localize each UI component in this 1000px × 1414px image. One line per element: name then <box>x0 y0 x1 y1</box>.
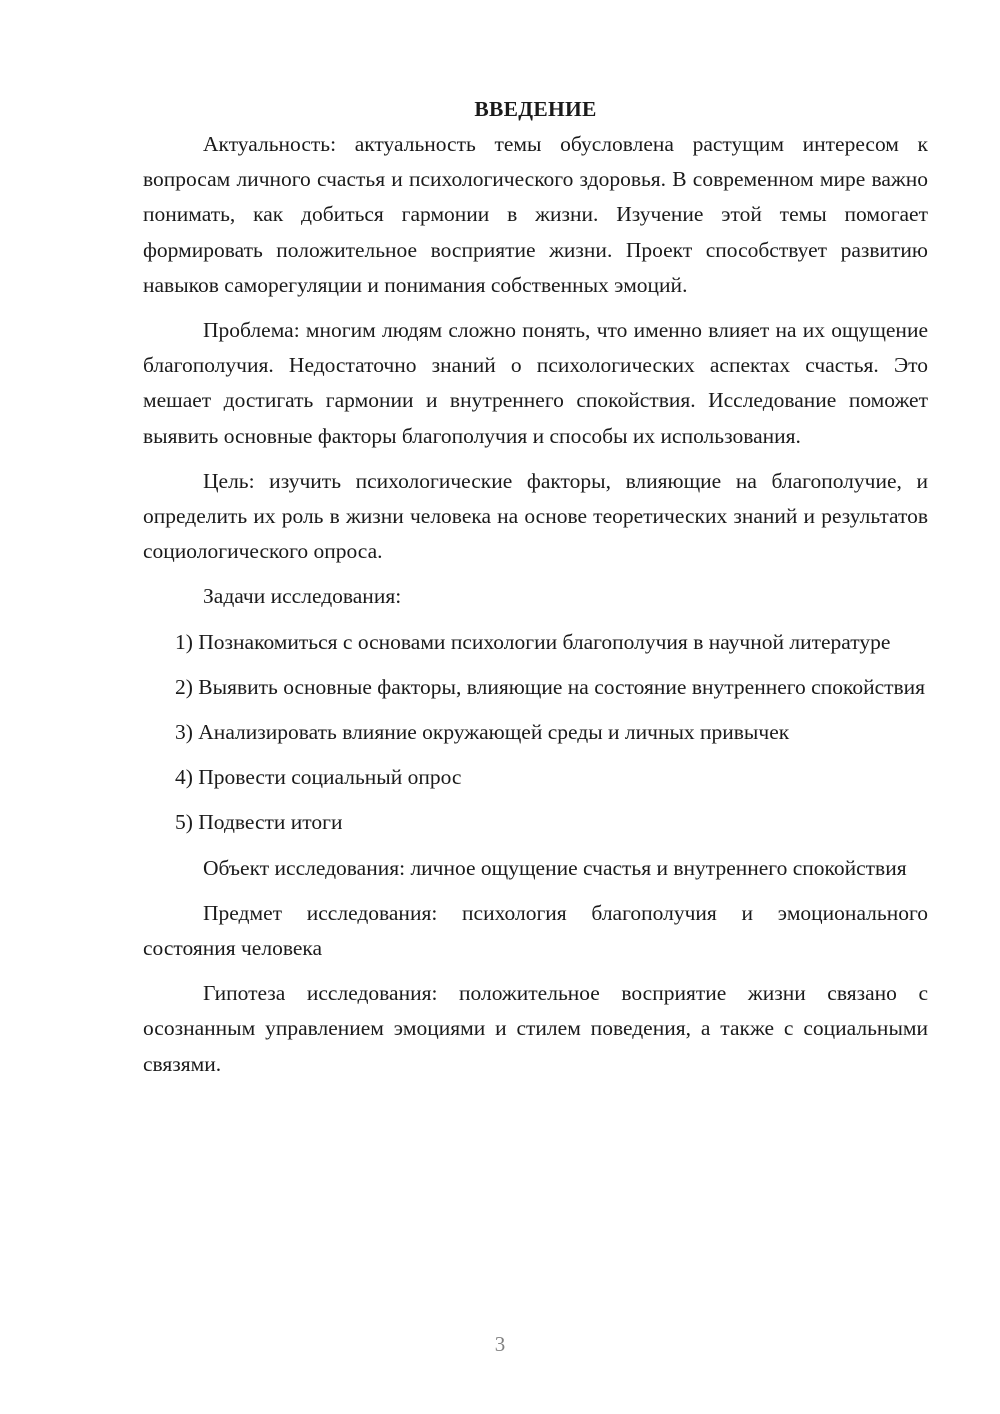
task-item: 5) Подвести итоги <box>175 810 343 835</box>
object-paragraph: Объект исследования: личное ощущение счастья и внутреннего спокойствия <box>203 855 907 880</box>
tasks-heading: Задачи исследования: <box>203 584 402 609</box>
task-item: 3) Анализировать влияние окружающей среды и личных привычек <box>175 720 790 745</box>
section-title: ВВЕДЕНИЕ <box>474 97 597 121</box>
tasks-list <box>143 625 928 841</box>
document-page <box>143 92 928 1092</box>
goal-paragraph: Цель: изучить психологические факторы, влияющие на благополучие, и определить их роль в жизни человека на основе теоретических знаний и результатов социологического опроса. <box>143 468 928 564</box>
problem-paragraph: Проблема: многим людям сложно понять, что именно влияет на их ощущение благополучия. Недостаточно знаний о психологических аспектах счастья. Это мешает достигать гармонии и внутреннего спокойствия. Исследование поможет выявить основные факторы благополучия и способы их использования. <box>143 318 928 448</box>
task-item: 1) Познакомиться с основами психологии благополучия в научной литературе <box>175 629 891 654</box>
task-item: 2) Выявить основные факторы, влияющие на состояние внутреннего спокойствия <box>175 674 926 699</box>
hypothesis-paragraph: Гипотеза исследования: положительное восприятие жизни связано с осознанным управлением эмоциями и стилем поведения, а также с социальными связями. <box>143 981 928 1076</box>
page-number: 3 <box>494 1332 506 1356</box>
relevance-paragraph: Актуальность: актуальность темы обусловлена растущим интересом к вопросам личного счастья и психологического здоровья. В современном мире важно понимать, как добиться гармонии в жизни. Изучение этой темы помогает формировать положительное восприятие жизни. Проект способствует развитию навыков саморегуляции и понимания собственных эмоций. <box>143 132 928 297</box>
task-item: 4) Провести социальный опрос <box>175 765 462 790</box>
subject-paragraph: Предмет исследования: психология благополучия и эмоционального состояния человека <box>143 900 928 961</box>
